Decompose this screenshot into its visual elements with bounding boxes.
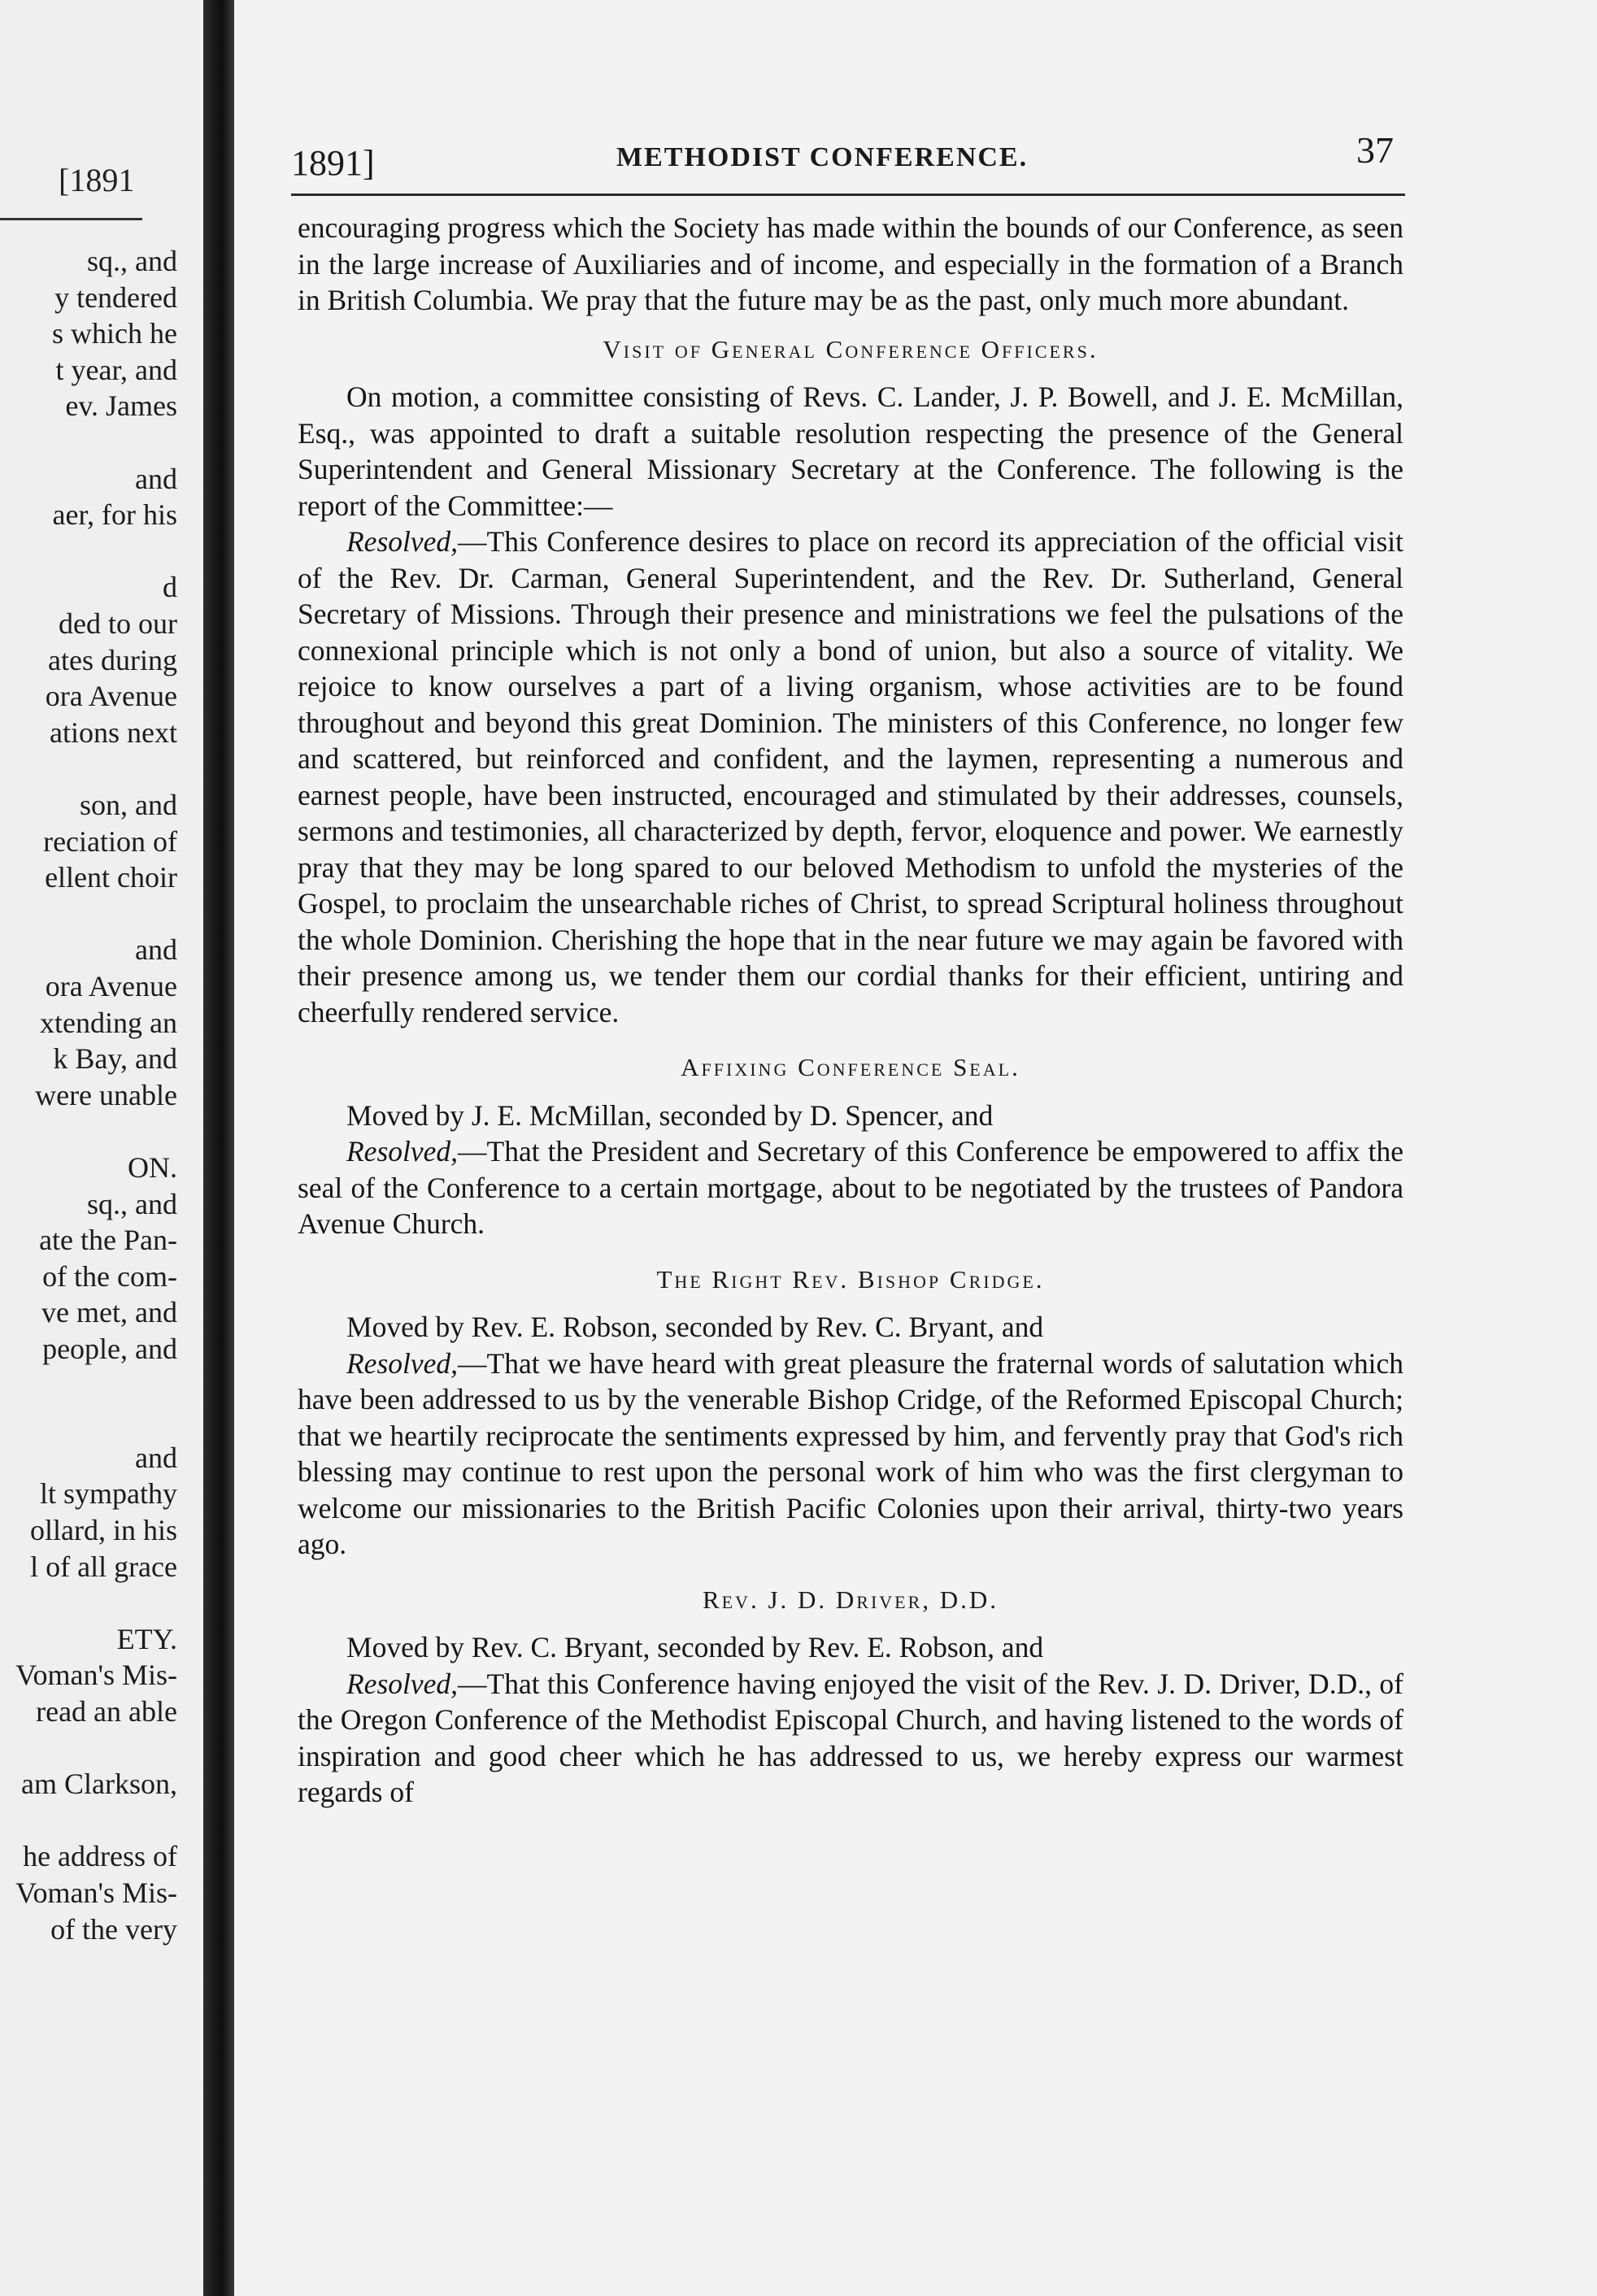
left-page-header: [1891	[59, 162, 135, 198]
driver-resolution	[298, 1666, 1403, 1811]
left-page-line: y tendered	[54, 280, 177, 314]
left-page-line: and	[135, 933, 177, 967]
left-page-line: ations next	[50, 715, 177, 749]
left-page-line: read an able	[36, 1695, 177, 1728]
cridge-resolution	[298, 1346, 1403, 1563]
left-page-line: of the very	[50, 1912, 177, 1946]
right-page	[234, 0, 1597, 2296]
visit-resolution	[298, 524, 1403, 1030]
page-number: 37	[1356, 129, 1394, 171]
left-page-line: ate the Pan-	[39, 1224, 177, 1257]
section-heading-driver: Rev. J. D. Driver, D.D.	[702, 1585, 999, 1614]
left-page-line: he address of	[23, 1840, 177, 1873]
left-page-line: sq., and	[87, 1187, 177, 1220]
resolution-text: —That the President and Secretary of this Conference be empowered to affix the seal of the Conference to a certain mortgage, about to be negotiated by the trustees of Pandora Avenue Church.	[298, 1135, 1403, 1240]
seal-motion: Moved by J. E. McMillan, seconded by D. Spencer, and	[346, 1098, 994, 1132]
left-page-line: sq., and	[87, 245, 177, 277]
resolution-text: —This Conference desires to place on record its appreciation of the official visit of the Rev. Dr. Carman, General Superintendent, and the Rev. Dr. Sutherland, General Secretary of Missions. Through their presence and ministrations we feel the pulsations of the connexional principle which is not only a bond of union, but also a source of vitality. We rejoice to know ourselves a part of a living organism, whose activities are to be found throughout and beyond this great Dominion. The ministers of this Conference, no longer few and scattered, but reinforced and confident, and the laymen, representing a numerous and earnest people, have been instructed, encouraged and stimulated by their addresses, counsels, sermons and testimonies, all characterized by depth, fervor, eloquence and power. We earnestly pray that they may be long spared to our beloved Methodism to unfold the mysteries of the Gospel, to proclaim the unsearchable riches of Christ, to spread Scriptural holiness throughout the whole Dominion. Cherishing the hope that in the near future we may again be favored with their presence among us, we tender them our cordial thanks for their efficient, untiring and cheerfully rendered service.	[298, 525, 1403, 1028]
left-page-line: xtending an	[40, 1006, 177, 1039]
running-header-title: METHODIST CONFERENCE.	[616, 142, 1029, 172]
page-body	[298, 210, 1403, 1811]
left-page-line: l of all grace	[30, 1550, 177, 1583]
left-page-line: k Bay, and	[53, 1042, 177, 1076]
left-page-line: aer, for his	[52, 498, 177, 532]
left-page-line: ora Avenue	[45, 680, 177, 713]
left-page-line: reciation of	[43, 824, 177, 858]
left-page-line: s which he	[52, 317, 177, 350]
cridge-motion: Moved by Rev. E. Robson, seconded by Rev. C. Bryant, and	[346, 1311, 1044, 1343]
left-page-line: of the com-	[42, 1259, 177, 1293]
left-page-line: ollard, in his	[30, 1514, 177, 1546]
left-page-line: Voman's Mis-	[15, 1876, 177, 1909]
driver-motion: Moved by Rev. C. Bryant, seconded by Rev. E. Robson, and	[346, 1631, 1044, 1663]
opening-paragraph: encouraging progress which the Society has made within the bounds of our Conference, as seen in the large increase of Auxiliaries and of income, and especially in the formation of a Branch in British Columbia. We pray that the future may be as the past, only much more abundant.	[298, 211, 1403, 316]
book-gutter	[203, 0, 234, 2296]
header-rule	[291, 194, 1405, 196]
resolution-text: —That we have heard with great pleasure the fraternal words of salutation which have been addressed to us by the venerable Bishop Cridge, of the Reformed Episcopal Church; that we heartily reciprocate the sentiments expressed by him, and fervently pray that God's rich blessing may continue to rest upon the personal work of him who was the first clergyman to welcome our missionaries to the British Pacific Colonies upon their arrival, thirty-two years ago.	[298, 1346, 1403, 1560]
resolved-label: Resolved,	[346, 1346, 459, 1380]
left-page-line: ev. James	[65, 389, 177, 423]
left-page-line: d	[163, 571, 177, 604]
left-page-line: people, and	[42, 1333, 177, 1365]
section-heading-seal: Affixing Conference Seal.	[681, 1053, 1020, 1081]
left-page-line: and	[135, 1441, 177, 1474]
left-page-line: ETY.	[116, 1622, 177, 1655]
left-page-line: and	[135, 462, 177, 495]
left-page-fragment	[0, 0, 203, 2296]
seal-resolution	[298, 1133, 1403, 1242]
section-heading-visit: Visit of General Conference Officers.	[603, 334, 1099, 363]
left-page-line: Voman's Mis-	[15, 1659, 177, 1692]
left-page-line: ellent choir	[45, 861, 177, 894]
section-heading-cridge: The Right Rev. Bishop Cridge.	[656, 1264, 1045, 1294]
resolved-label: Resolved,	[346, 525, 459, 558]
left-page-line: were unable	[35, 1078, 177, 1111]
left-page-line: son, and	[80, 789, 177, 821]
resolved-label: Resolved,	[346, 1667, 459, 1700]
resolved-label: Resolved,	[346, 1135, 459, 1168]
left-page-line: ded to our	[59, 607, 177, 640]
running-header-year: 1891]	[291, 143, 375, 183]
left-page-line: ora Avenue	[45, 970, 177, 1002]
left-header-rule	[0, 218, 142, 220]
left-page-line: am Clarkson,	[21, 1768, 177, 1801]
left-page-line: ON.	[128, 1151, 177, 1184]
left-page-line: ve met, and	[41, 1296, 177, 1329]
left-page-line: lt sympathy	[40, 1477, 177, 1511]
left-page-line: t year, and	[55, 353, 177, 386]
resolution-text: —That this Conference having enjoyed the visit of the Rev. J. D. Driver, D.D., of the Oregon Conference of the Methodist Episcopal Church, and having listened to the words of inspiration and good cheer which he has addressed to us, we hereby express our warmest regards of	[298, 1667, 1403, 1808]
visit-intro-paragraph: On motion, a committee consisting of Revs. C. Lander, J. P. Bowell, and J. E. McMillan, Esq., was appointed to draft a suitable resolution respecting the presence of the General Superintendent and General Missionary Secretary at the Conference. The following is the report of the Committee:—	[298, 380, 1403, 522]
left-page-line: ates during	[48, 643, 177, 676]
